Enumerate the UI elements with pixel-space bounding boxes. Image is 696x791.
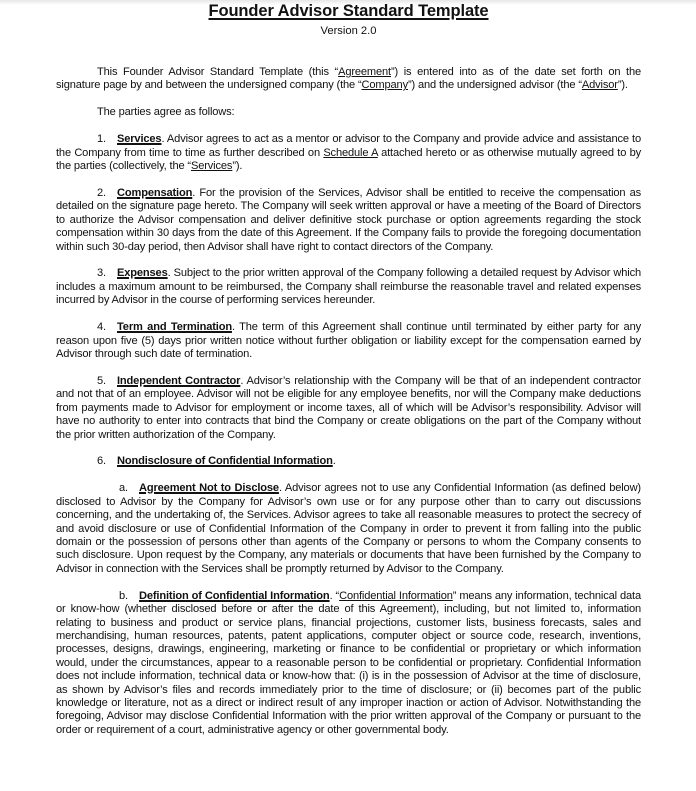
defined-term-confidential-information: Confidential Information	[339, 589, 453, 602]
intro-text-3: ”) and the undersigned advisor (the “	[407, 79, 582, 92]
section-heading: Compensation	[117, 186, 193, 199]
section-nondisclosure	[56, 455, 641, 468]
defined-term-services: Services	[190, 160, 233, 173]
section-body: . Subject to the prior written approval of the Company following a detailed request by Advisor which includes a maximum amount to be reimbursed, the Company shall reimburse the reasonable travel and related expenses incurred by Advisor in the course of performing services hereunder.	[56, 267, 641, 307]
document-page	[56, 0, 641, 737]
section-number: 5.	[97, 374, 106, 387]
section-heading: Term and Termination	[117, 321, 232, 334]
intro-text-1: This Founder Advisor Standard Template (this “	[97, 66, 339, 78]
subsection-text-2: ” means any information, technical data or know-how (whether disclosed before or after the date of this Agreement), including, but not limited to, information relating to business and product or service plans, financial projections, customer lists, business forecasts, sales and merchandising, human resources, patents, patent applications, computer object or source code, research, inventions, processes, designs, drawings, engineering, marketing or finance to be confidential or proprietary or which information would, under the circumstances, appear to a reasonable person to be confidential or proprietary. Confidential Information does not include information, technical data or know-how that: (i) is in the possession of Advisor at the time of disclosure, as shown by Advisor’s files and records immediately prior to the time of disclosure; or (ii) becomes part of the public knowledge or literature, not as a direct or indirect result of any improper inaction or action of Advisor. Notwithstanding the foregoing, Advisor may disclose Confidential Information with the prior written approval of the Company or pursuant to the order or requirement of a court, administrative agency or other governmental body.	[56, 589, 641, 736]
intro-text-2: ”) is entered into as of the date set forth on the signature page by and between the undersigned company (the “	[56, 66, 641, 92]
section-heading: Independent Contractor	[117, 374, 241, 387]
subsection-text-1: . “	[329, 589, 340, 602]
subsection-agreement-not-to-disclose	[56, 482, 641, 576]
document-version: Version 2.0	[320, 25, 377, 37]
intro-text-4: ”).	[617, 79, 628, 92]
section-services	[56, 133, 641, 173]
section-compensation	[56, 187, 641, 254]
subsection-letter: b.	[119, 589, 128, 602]
section-independent-contractor	[56, 375, 641, 442]
section-body: . For the provision of the Services, Advisor shall be entitled to receive the compensation as detailed on the signature page hereto. The Company will seek written approval or have a meeting of the Board of Directors to authorize the Advisor compensation and deliver definitive stock purchase or option agreements regarding the stock compensation within 30 days from the date of this Agreement. If the Company fails to provide the foregoing documentation within such 30-day period, then Advisor shall have right to contact directors of the Company.	[56, 186, 641, 253]
section-expenses	[56, 267, 641, 307]
schedule-a-reference: Schedule A	[323, 146, 378, 159]
defined-term-advisor: Advisor	[581, 79, 618, 92]
section-heading: Services	[117, 133, 162, 146]
section-heading: Nondisclosure of Confidential Information	[117, 455, 333, 468]
section-text-3: ”).	[232, 160, 243, 173]
section-text-1: . Advisor agrees to act as a mentor or advisor to the Company and provide advice and assistance to the Company from time to time as further described on	[56, 133, 641, 159]
subsection-body: . Advisor agrees not to use any Confidential Information (as defined below) disclosed to Advisor by the Company for Advisor’s own use or for any purpose other than to carry out discussions concerning, and the undertaking of, the Services. Advisor agrees to take all reasonable measures to protect the secrecy of and avoid disclosure or use of Confidential Information of the Company in order to prevent it from falling into the public domain or the possession of persons other than agents of the Company or persons to whom the Company consents to such disclosure. Upon request by the Company, any materials or documents that have been furnished by the Company to Advisor in connection with the Services shall be promptly returned by Advisor to the Company.	[56, 482, 641, 575]
section-number: 3.	[97, 267, 106, 280]
section-number: 1.	[97, 133, 106, 146]
section-number: 2.	[97, 186, 106, 199]
section-number: 6.	[97, 455, 106, 468]
subsection-heading: Agreement Not to Disclose	[139, 482, 279, 495]
section-body: . The term of this Agreement shall continue until terminated by either party for any reason upon five (5) days prior written notice without further obligation or liability except for the compensation earned by Advisor through such date of termination.	[56, 321, 641, 360]
section-term-and-termination	[56, 321, 641, 361]
document-title: Founder Advisor Standard Template	[208, 2, 489, 20]
defined-term-agreement: Agreement	[338, 66, 391, 78]
parties-paragraph: The parties agree as follows:	[97, 106, 235, 119]
section-body: . Advisor’s relationship with the Company will be that of an independent contractor and not that of an employee. Advisor will not be eligible for any employee benefits, nor will the Company make deductions from payments made to Advisor for employment or income taxes, all of which will be Advisor’s responsibility. Advisor will have no authority to enter into contracts that bind the Company or create obligations on the part of the Company without the prior written authorization of the Company.	[56, 374, 641, 441]
subsection-letter: a.	[119, 482, 128, 495]
section-text-2: attached hereto or as otherwise mutually agreed to by the parties (collectively, the “	[56, 146, 641, 173]
intro-paragraph	[56, 66, 641, 93]
subsection-definition-of-confidential-information	[56, 590, 641, 737]
subsection-heading: Definition of Confidential Information	[139, 589, 330, 602]
section-number: 4.	[97, 321, 106, 334]
defined-term-company: Company	[361, 79, 408, 92]
section-body: .	[332, 455, 336, 468]
section-heading: Expenses	[117, 267, 168, 280]
